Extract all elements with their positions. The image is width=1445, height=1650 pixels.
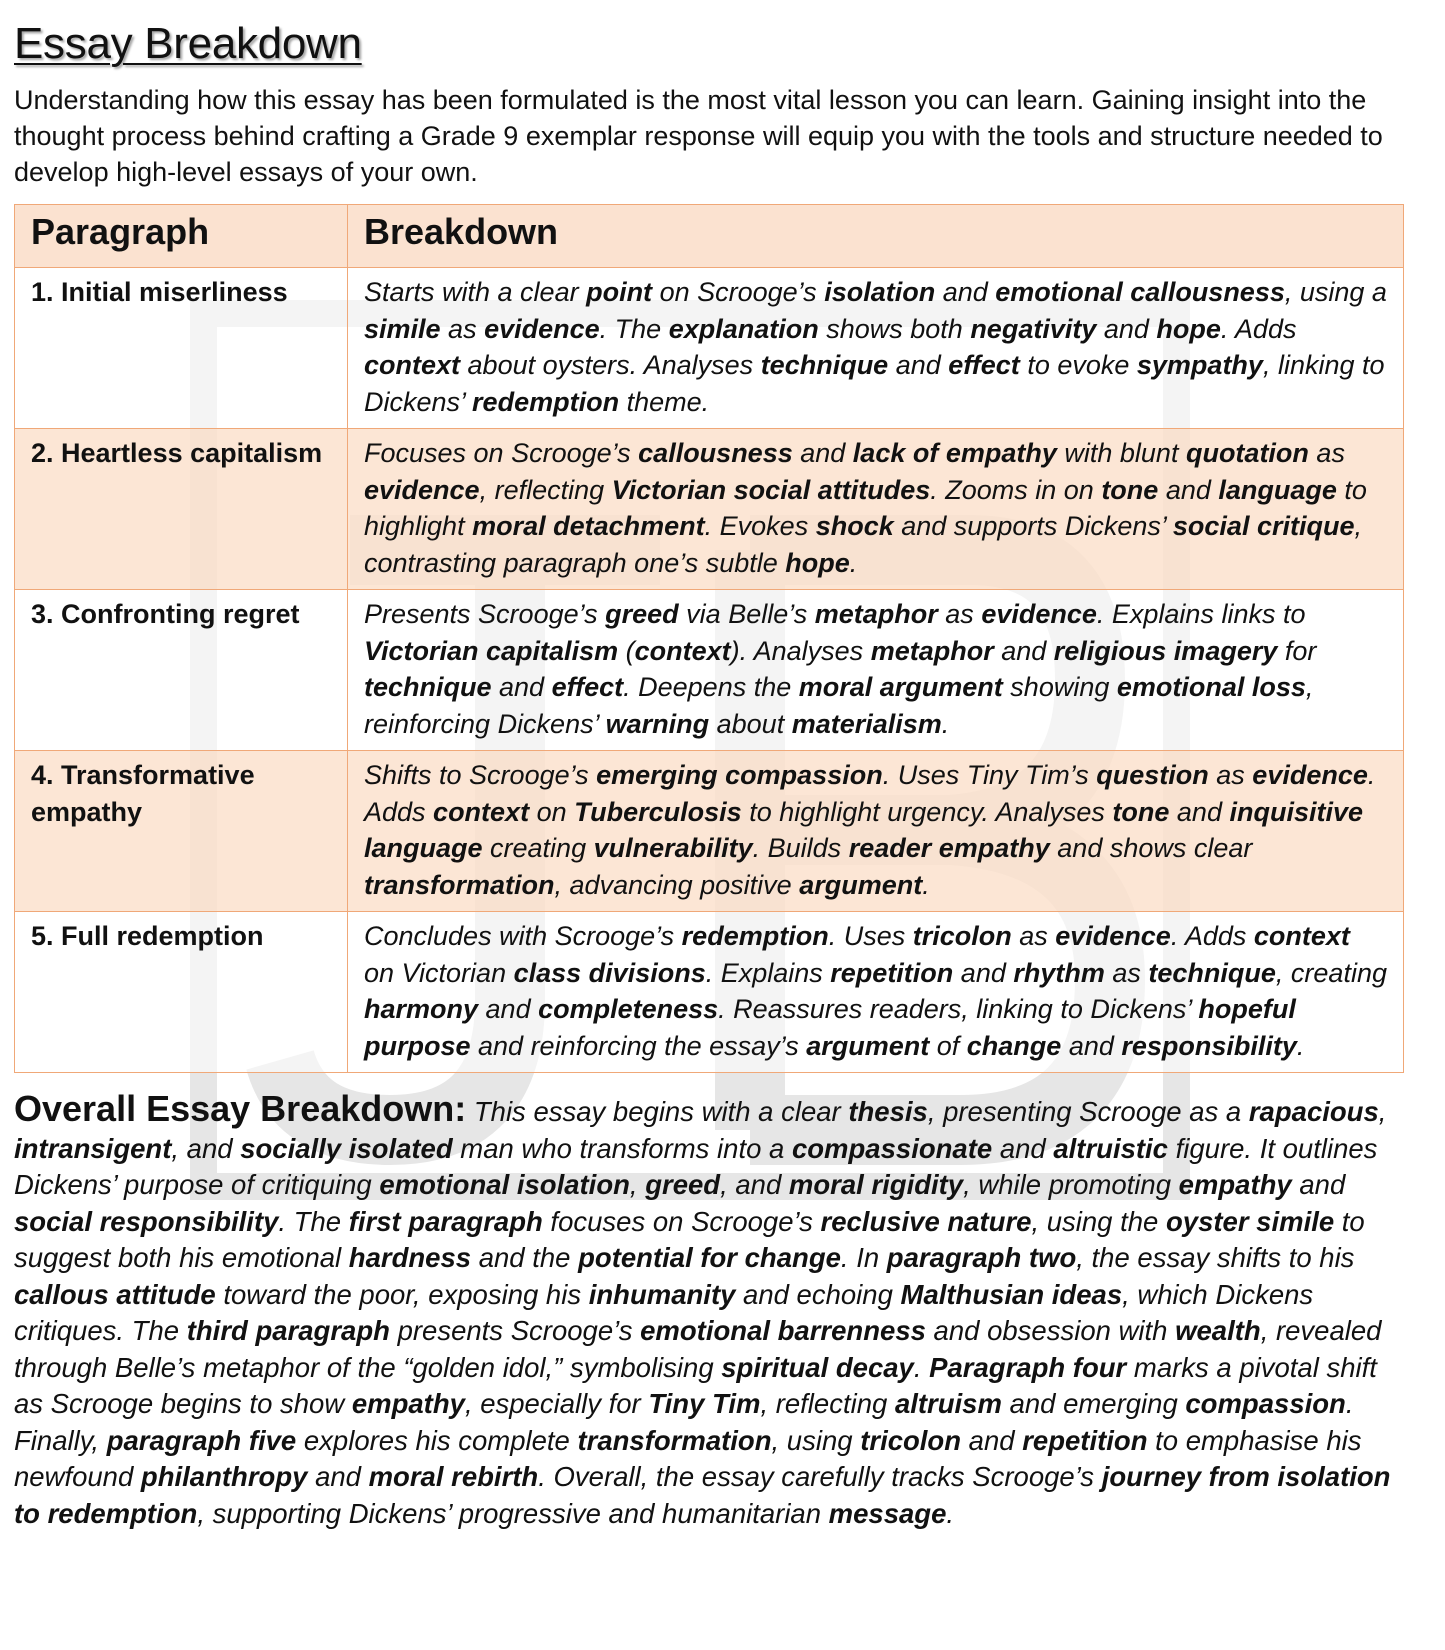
bold-term: context (364, 350, 461, 380)
text-run: and (888, 350, 949, 380)
bold-term: class divisions (513, 957, 706, 988)
text-run: . Zooms in on (930, 474, 1102, 505)
bold-term: paragraph five (106, 1424, 297, 1456)
text-run: and (1291, 1169, 1346, 1200)
page-title: Essay Breakdown (14, 19, 362, 68)
paragraph-name-cell: 3. Confronting regret (15, 590, 348, 751)
table-body (15, 268, 1404, 1073)
text-run: about (709, 708, 792, 739)
text-run: , which Dickens critiques. The (14, 1278, 1314, 1346)
bold-term: social critique (1172, 511, 1355, 541)
text-run: . (922, 869, 930, 900)
text-run: , using (771, 1424, 861, 1456)
text-run: . Evokes (704, 511, 816, 541)
text-run: Presents Scrooge’s (364, 599, 606, 629)
table-row (15, 429, 1404, 590)
text-run: . Uses Tiny Tim’s (882, 760, 1097, 790)
bold-term: greed (605, 599, 679, 629)
bold-term: spiritual decay (721, 1351, 914, 1383)
text-run: . Adds (1220, 313, 1297, 344)
text-run: and (478, 994, 539, 1024)
text-run: This essay begins with a clear (466, 1096, 849, 1127)
bold-term: reclusive nature (820, 1205, 1032, 1237)
text-run: theme. (619, 386, 710, 417)
text-run: , advancing positive (554, 869, 800, 900)
text-run: , reflecting (760, 1388, 895, 1419)
bold-term: shock (815, 511, 894, 541)
bold-term: evidence (981, 599, 1097, 629)
text-run: of (929, 1030, 967, 1061)
bold-term: change (966, 1030, 1062, 1061)
text-run: explores his complete (296, 1424, 578, 1456)
text-run: and (993, 635, 1054, 666)
bold-term: emotional isolation (379, 1169, 630, 1200)
text-run: . (946, 1497, 955, 1529)
text-run: to highlight (364, 474, 1367, 541)
text-run: . Adds (364, 760, 1376, 827)
bold-term: technique (760, 350, 889, 380)
bold-term: hope (1156, 313, 1221, 344)
text-run: as (1104, 957, 1149, 988)
bold-term: technique (364, 672, 492, 702)
text-run: . (913, 1351, 930, 1383)
bold-term: simile (364, 313, 441, 344)
bold-term: religious imagery (1053, 635, 1278, 666)
text-run: and the (471, 1242, 579, 1273)
bold-term: explanation (668, 313, 819, 344)
text-run: figure. It outlines Dickens’ purpose of critiquing (14, 1132, 1378, 1200)
text-run: . Builds (752, 833, 849, 863)
bold-term: inhumanity (588, 1278, 736, 1310)
bold-term: metaphor (814, 599, 938, 629)
overall-breakdown (14, 1088, 1404, 1532)
text-run: and echoing (735, 1278, 901, 1310)
text-run: , reinforcing Dickens’ (364, 672, 1314, 739)
text-run: on Victorian (364, 957, 514, 988)
bold-term: callousness (638, 438, 793, 468)
bold-term: evidence (484, 313, 600, 344)
text-run: . Overall, the essay carefully tracks Scrooge’s (538, 1461, 1102, 1492)
text-run: about oysters. Analyses (460, 350, 761, 380)
breakdown-cell (348, 429, 1404, 590)
overall-heading: Overall Essay Breakdown: (14, 1088, 467, 1129)
bold-term: oyster simile (1166, 1205, 1335, 1237)
bold-term: potential for change (578, 1242, 841, 1273)
bold-term: emotional callousness (995, 277, 1285, 307)
breakdown-cell (348, 751, 1404, 912)
bold-term: completeness (538, 994, 719, 1024)
text-run: and (961, 1424, 1023, 1456)
text-run: and obsession with (925, 1315, 1176, 1346)
bold-term: emerging compassion (596, 760, 883, 790)
bold-term: effect (551, 672, 624, 702)
bold-term: argument (806, 1030, 930, 1061)
text-run: , (1378, 1096, 1387, 1127)
text-run: . Finally, (14, 1388, 1354, 1456)
text-run: and (992, 1132, 1054, 1164)
bold-term: first paragraph (348, 1205, 543, 1237)
text-run: . The (599, 313, 669, 344)
bold-term: wealth (1175, 1315, 1261, 1346)
text-run: and shows clear (1049, 833, 1253, 863)
text-run: on Scrooge’s (652, 277, 825, 307)
bold-term: context (433, 796, 530, 827)
table-row (15, 912, 1404, 1073)
bold-term: responsibility (1121, 1030, 1297, 1061)
text-run: man who transforms into a (452, 1132, 792, 1164)
bold-term: evidence (1055, 921, 1171, 951)
bold-term: tricolon (860, 1424, 962, 1456)
text-run: , (629, 1169, 646, 1200)
text-run: to highlight urgency. Analyses (741, 796, 1113, 827)
bold-term: Paragraph four (929, 1351, 1127, 1383)
text-run: and (307, 1461, 369, 1492)
bold-term: redemption (681, 921, 829, 951)
text-run: ( (618, 635, 635, 666)
bold-term: warning (605, 708, 710, 739)
text-run: , revealed through Belle’s metaphor of the “golden idol,” symbolising (14, 1315, 1382, 1383)
bold-term: evidence (1252, 760, 1368, 790)
text-run: , especially for (464, 1388, 649, 1419)
text-run: . (1296, 1030, 1305, 1061)
text-run: . (849, 547, 858, 578)
text-run: , while promoting (963, 1169, 1179, 1200)
bold-term: quotation (1185, 438, 1309, 468)
text-run: Starts with a clear (364, 277, 587, 307)
text-run: and (1169, 796, 1230, 827)
text-run: , the essay shifts to his (1076, 1242, 1355, 1273)
bold-term: moral rebirth (368, 1461, 539, 1492)
breakdown-table (14, 204, 1404, 1073)
bold-term: transformation (577, 1424, 772, 1456)
text-run: via Belle’s (678, 599, 815, 629)
text-run: focuses on Scrooge’s (542, 1205, 821, 1237)
bold-term: tricolon (912, 921, 1012, 951)
header-breakdown: Breakdown (348, 205, 1404, 268)
bold-term: sympathy (1136, 350, 1263, 380)
bold-term: empathy (1178, 1169, 1292, 1200)
text-run: , linking to Dickens’ (364, 350, 1385, 417)
paragraph-name-cell: 2. Heartless capitalism (15, 429, 348, 590)
paragraph-name-cell: 5. Full redemption (15, 912, 348, 1073)
text-run: Focuses on Scrooge’s (364, 438, 639, 468)
bold-term: point (586, 277, 653, 307)
bold-term: language (1218, 474, 1337, 505)
text-run: , using a (1284, 277, 1387, 307)
text-run: and (1158, 474, 1219, 505)
intro-paragraph: Understanding how this essay has been formulated is the most vital lesson you can learn. Gaining insight into the thought process behind crafting a Grade 9 exemplar response will equip you with the tools and structure needed to develop high-level essays of your own. (14, 85, 1383, 187)
bold-term: paragraph two (886, 1242, 1077, 1273)
text-run: shows both (818, 313, 971, 344)
text-run: to emphasise his newfound (14, 1424, 1362, 1492)
bold-term: isolation (824, 277, 936, 307)
text-run: . Reassures readers, linking to Dickens’ (718, 994, 1199, 1024)
breakdown-cell (348, 268, 1404, 429)
bold-term: hardness (348, 1242, 472, 1273)
bold-term: rhythm (1013, 957, 1105, 988)
text-run: . In (840, 1242, 887, 1273)
text-run: , presenting Scrooge as a (927, 1096, 1249, 1127)
text-run: to evoke (1019, 350, 1137, 380)
bold-term: thesis (848, 1096, 928, 1127)
text-run: toward the poor, exposing his (215, 1278, 589, 1310)
text-run: , and (171, 1132, 241, 1164)
text-run: . The (278, 1205, 349, 1237)
text-run: ). Analyses (730, 635, 871, 666)
bold-term: lack of empathy (852, 438, 1057, 468)
text-run: and reinforcing the essay’s (470, 1030, 807, 1061)
table-header-row (15, 205, 1404, 268)
bold-term: inquisitive language (364, 796, 1363, 863)
bold-term: compassion (1185, 1388, 1346, 1419)
bold-term: repetition (1022, 1424, 1148, 1456)
table-row (15, 751, 1404, 912)
text-run: and (792, 438, 853, 468)
bold-term: Tuberculosis (574, 796, 742, 827)
text-run: creating (482, 833, 594, 863)
bold-term: tone (1101, 474, 1159, 505)
bold-term: vulnerability (593, 833, 753, 863)
bold-term: moral argument (798, 672, 1003, 702)
text-run: to suggest both his emotional (14, 1205, 1365, 1273)
bold-term: negativity (970, 313, 1097, 344)
bold-term: evidence (364, 474, 480, 505)
bold-term: altruism (894, 1388, 1002, 1419)
document-page (14, 14, 1404, 1532)
text-run: . Explains (705, 957, 831, 988)
bold-term: rapacious (1248, 1096, 1379, 1127)
text-run: marks a pivotal shift as Scrooge begins to show (14, 1351, 1377, 1419)
text-run: . Adds (1170, 921, 1254, 951)
text-run: . Deepens the (623, 672, 799, 702)
text-run: as (1011, 921, 1056, 951)
bold-term: transformation (364, 869, 555, 900)
bold-term: Tiny Tim (648, 1388, 761, 1419)
bold-term: question (1096, 760, 1209, 790)
text-run: as (1208, 760, 1253, 790)
text-run: for (1277, 635, 1317, 666)
bold-term: Victorian social attitudes (611, 474, 931, 505)
bold-term: metaphor (870, 635, 994, 666)
bold-term: emotional barrenness (640, 1315, 926, 1346)
text-run: and (935, 277, 996, 307)
bold-term: tone (1112, 796, 1170, 827)
bold-term: Malthusian ideas (900, 1278, 1123, 1310)
text-run: as (440, 313, 485, 344)
table-row (15, 268, 1404, 429)
bold-term: emotional loss (1116, 672, 1306, 702)
text-run: and emerging (1001, 1388, 1186, 1419)
bold-term: intransigent (14, 1132, 172, 1164)
bold-term: technique (1148, 957, 1276, 988)
text-run: Concludes with Scrooge’s (364, 921, 682, 951)
text-run: , reflecting (479, 474, 612, 505)
text-run: , creating (1275, 957, 1387, 988)
paragraph-name-cell: 1. Initial miserliness (15, 268, 348, 429)
bold-term: altruistic (1053, 1132, 1168, 1164)
text-run: as (1308, 438, 1345, 468)
bold-term: argument (799, 869, 923, 900)
text-run: . Uses (828, 921, 913, 951)
text-run: on (529, 796, 575, 827)
breakdown-cell (348, 912, 1404, 1073)
header-paragraph: Paragraph (15, 205, 348, 268)
text-run: and supports Dickens’ (893, 511, 1173, 541)
bold-term: third paragraph (186, 1315, 390, 1346)
bold-term: philanthropy (140, 1461, 308, 1492)
bold-term: materialism (791, 708, 942, 739)
bold-term: greed (645, 1169, 721, 1200)
bold-term: moral rigidity (788, 1169, 964, 1200)
bold-term: redemption (472, 386, 620, 417)
text-run: as (937, 599, 982, 629)
bold-term: effect (948, 350, 1020, 380)
bold-term: repetition (830, 957, 954, 988)
bold-term: Victorian capitalism (364, 635, 619, 666)
bold-term: harmony (364, 994, 479, 1024)
text-run: . (941, 708, 950, 739)
text-run: and (1096, 313, 1157, 344)
text-run: , supporting Dickens’ progressive and humanitarian (197, 1497, 829, 1529)
text-run: , contrasting paragraph one’s subtle (364, 511, 1362, 578)
bold-term: reader empathy (848, 833, 1050, 863)
text-run: and (1061, 1030, 1122, 1061)
bold-term: socially isolated (240, 1132, 453, 1164)
paragraph-name-cell: 4. Transformative empathy (15, 751, 348, 912)
bold-term: social responsibility (14, 1205, 279, 1237)
text-run: . Explains links to (1096, 599, 1306, 629)
bold-term: empathy (351, 1388, 465, 1419)
text-run: and (491, 672, 552, 702)
bold-term: callous attitude (14, 1278, 216, 1310)
text-run: with blunt (1056, 438, 1186, 468)
text-run: presents Scrooge’s (389, 1315, 641, 1346)
text-run: , using the (1031, 1205, 1166, 1237)
bold-term: message (828, 1497, 947, 1529)
bold-term: moral detachment (472, 511, 705, 541)
breakdown-cell (348, 590, 1404, 751)
text-run: showing (1002, 672, 1117, 702)
bold-term: compassionate (791, 1132, 993, 1164)
text-run: Shifts to Scrooge’s (364, 760, 597, 790)
bold-term: hope (785, 547, 850, 578)
bold-term: context (1253, 921, 1350, 951)
bold-term: journey from isolation to redemption (14, 1461, 1391, 1529)
text-run: , and (720, 1169, 789, 1200)
bold-term: context (634, 635, 731, 666)
text-run: and (953, 957, 1014, 988)
bold-term: hopeful purpose (364, 994, 1296, 1061)
table-row (15, 590, 1404, 751)
overall-body (14, 1096, 1390, 1529)
